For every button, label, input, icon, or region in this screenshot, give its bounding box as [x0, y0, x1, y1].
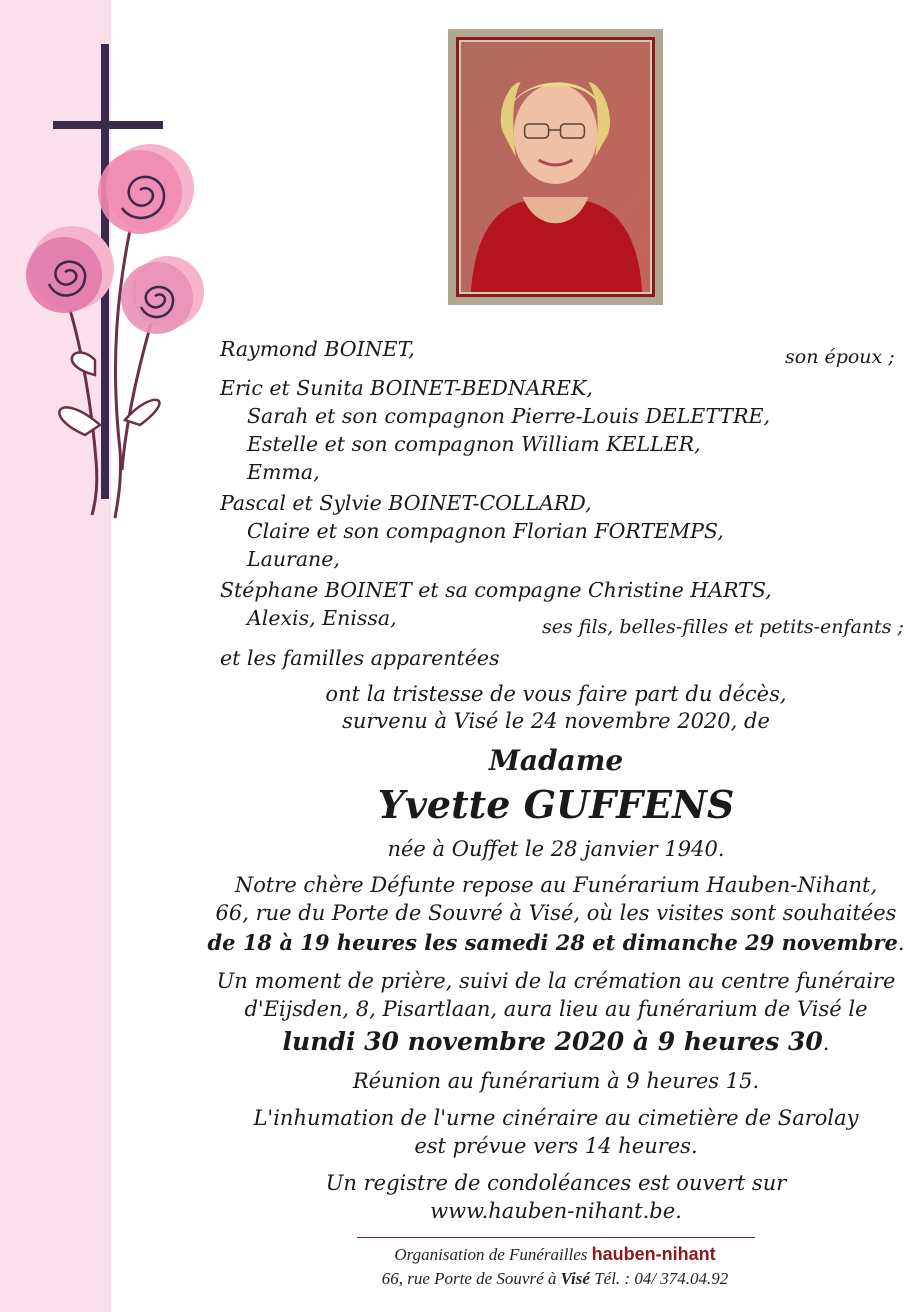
family-member: Laurane, — [247, 547, 340, 571]
family-member: Sarah et son compagnon Pierre-Louis DELETTRE, — [247, 404, 770, 428]
leaf-icon — [59, 352, 159, 435]
spouse-role: son époux ; — [785, 346, 895, 368]
footer-organisation — [300, 1244, 810, 1265]
family-member: Claire et son compagnon Florian FORTEMPS, — [247, 519, 724, 543]
family-member: Eric et Sunita BOINET-BEDNAREK, — [220, 376, 593, 400]
visits-times-text: de 18 à 19 heures les samedi 28 et dimanche 29 novembre — [207, 930, 898, 955]
announcement-line: ont la tristesse de vous faire part du décès, — [325, 682, 787, 706]
visits-times: de 18 à 19 heures les samedi 28 et dimanche 29 novembre. — [207, 930, 905, 955]
burial-line: est prévue vers 14 heures. — [414, 1134, 698, 1158]
family-member: Alexis, Enissa, — [247, 606, 397, 630]
ceremony-line: Un moment de prière, suivi de la crémation au centre funéraire — [216, 969, 896, 993]
announcement-line: survenu à Visé le 24 novembre 2020, de — [342, 709, 770, 733]
portrait-frame — [448, 29, 663, 305]
visits-line: 66, rue du Porte de Souvré à Visé, où les visites sont souhaitées — [215, 901, 897, 925]
deceased-name: Yvette GUFFENS — [377, 782, 735, 827]
spouse-name: Raymond BOINET, — [220, 337, 415, 361]
footer-city: Visé — [560, 1269, 590, 1288]
ceremony-line: d'Eijsden, 8, Pisartlaan, aura lieu au funérarium de Visé le — [244, 997, 868, 1021]
visits-line: Notre chère Défunte repose au Funérarium Hauben-Nihant, — [234, 873, 878, 897]
brand-logo: hauben-nihant — [591, 1244, 716, 1264]
ceremony-date: lundi 30 novembre 2020 à 9 heures 30. — [282, 1027, 830, 1056]
related-families: et les familles apparentées — [220, 646, 500, 670]
footer-phone: Tél. : 04/ 374.04.92 — [594, 1269, 729, 1288]
register-url[interactable]: www.hauben-nihant.be. — [430, 1199, 682, 1223]
meeting-time: Réunion au funérarium à 9 heures 15. — [352, 1069, 760, 1093]
footer-address: 66, rue Porte de Souvré à Visé Tél. : 04/ 374.04.92 — [381, 1269, 729, 1288]
family-member: Emma, — [247, 460, 320, 484]
rose-icon — [26, 226, 114, 313]
portrait-photo — [461, 42, 650, 292]
family-member: Stéphane BOINET et sa compagne Christine HARTS, — [220, 578, 772, 602]
footer-divider — [357, 1237, 755, 1238]
burial-line: L'inhumation de l'urne cinéraire au cimetière de Sarolay — [253, 1106, 859, 1130]
rose-icon — [98, 144, 194, 234]
cross-and-roses-decoration — [0, 30, 220, 530]
family-member: Estelle et son compagnon William KELLER, — [247, 432, 701, 456]
family-member: Pascal et Sylvie BOINET-COLLARD, — [220, 491, 592, 515]
ceremony-date-text: lundi 30 novembre 2020 à 9 heures 30 — [282, 1027, 823, 1056]
birth-info: née à Ouffet le 28 janvier 1940. — [387, 837, 725, 861]
rose-icon — [121, 256, 204, 334]
footer-org-prefix: Organisation de Funérailles — [394, 1245, 588, 1264]
register-line: Un registre de condoléances est ouvert sur — [325, 1171, 787, 1195]
deceased-title: Madame — [488, 744, 624, 777]
children-role: ses fils, belles-filles et petits-enfants ; — [542, 616, 904, 638]
